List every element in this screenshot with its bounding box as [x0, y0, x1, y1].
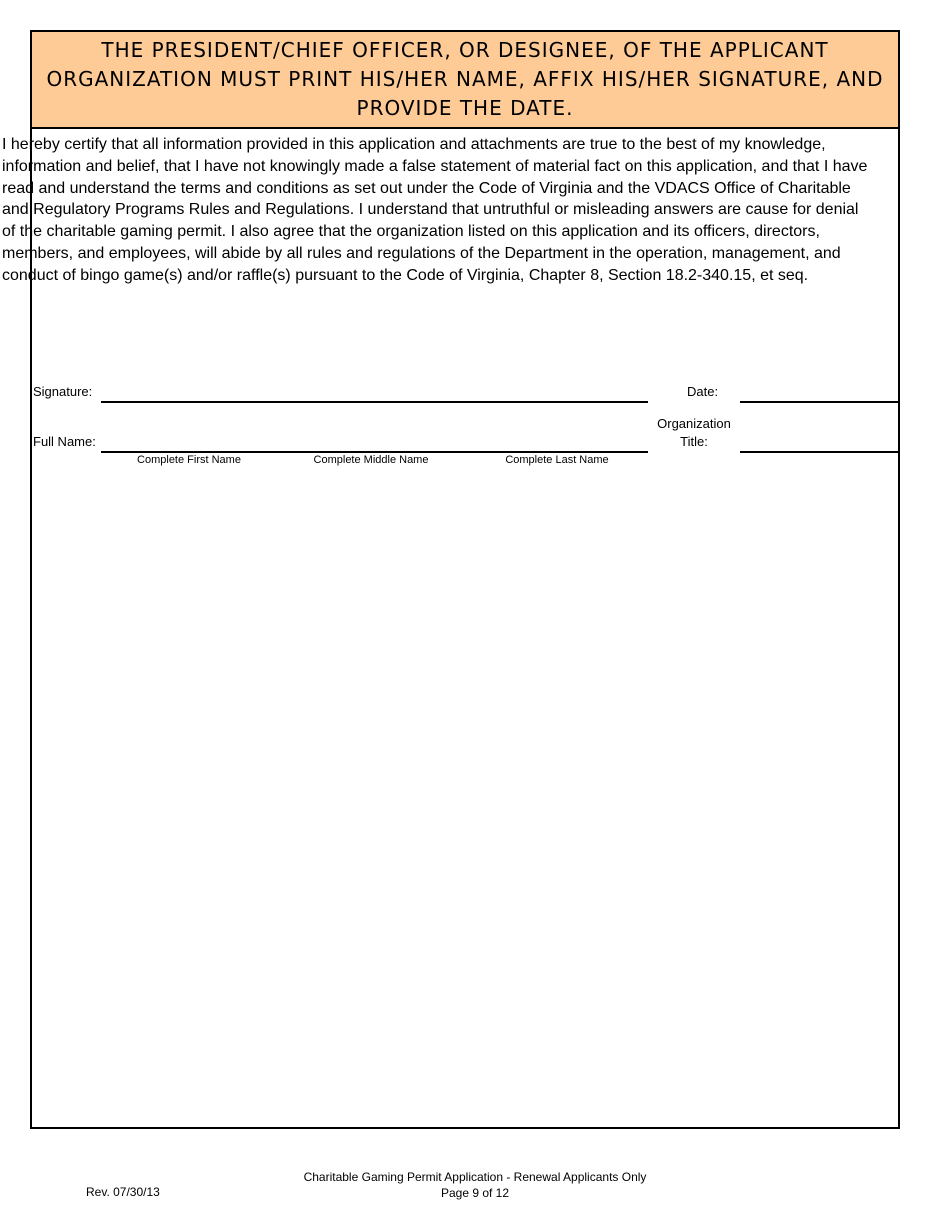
first-name-caption: Complete First Name [137, 454, 241, 466]
signature-label: Signature: [33, 384, 93, 399]
date-label: Date: [687, 384, 719, 399]
instruction-banner [32, 32, 898, 129]
organization-title-label [648, 416, 740, 450]
organization-title-label-line1: Organization [657, 416, 731, 431]
organization-title-line[interactable] [740, 451, 900, 453]
page-number: Page 9 of 12 [440, 1186, 510, 1200]
last-name-caption: Complete Last Name [505, 454, 609, 466]
certification-paragraph: I hereby certify that all information provided in this application and attachments are true to the best of my knowledge, information and belief, that I have not knowingly made a false statement of material fact on this application, and that I have read and understand the terms and conditions as set out under the Code of Virginia and the VDACS Office of Charitable and Regulatory Programs Rules and Regulations. I understand that untruthful or misleading answers are cause for denial of the charitable gaming permit. I also agree that the organization listed on this application and its officers, directors, members, and employees, will abide by all rules and regulations of the Department in the operation, management, and conduct of bingo game(s) and/or raffle(s) pursuant to the Code of Virginia, Chapter 8, Section 18.2-340.15, et seq. [2, 136, 868, 284]
full-name-line[interactable] [101, 451, 648, 453]
signature-line[interactable] [101, 401, 648, 403]
revision-date: Rev. 07/30/13 [86, 1185, 160, 1199]
footer-document-title: Charitable Gaming Permit Application - Renewal Applicants Only [303, 1170, 647, 1184]
date-line[interactable] [740, 401, 900, 403]
full-name-label: Full Name: [33, 434, 96, 449]
middle-name-caption: Complete Middle Name [313, 454, 429, 466]
banner-text: THE PRESIDENT/CHIEF OFFICER, OR DESIGNEE, OF THE APPLICANT ORGANIZATION MUST PRINT HIS/HER NAME, AFFIX HIS/HER SIGNATURE, AND PROVIDE THE DATE. [46, 38, 884, 120]
organization-title-label-line2: Title: [680, 434, 708, 449]
